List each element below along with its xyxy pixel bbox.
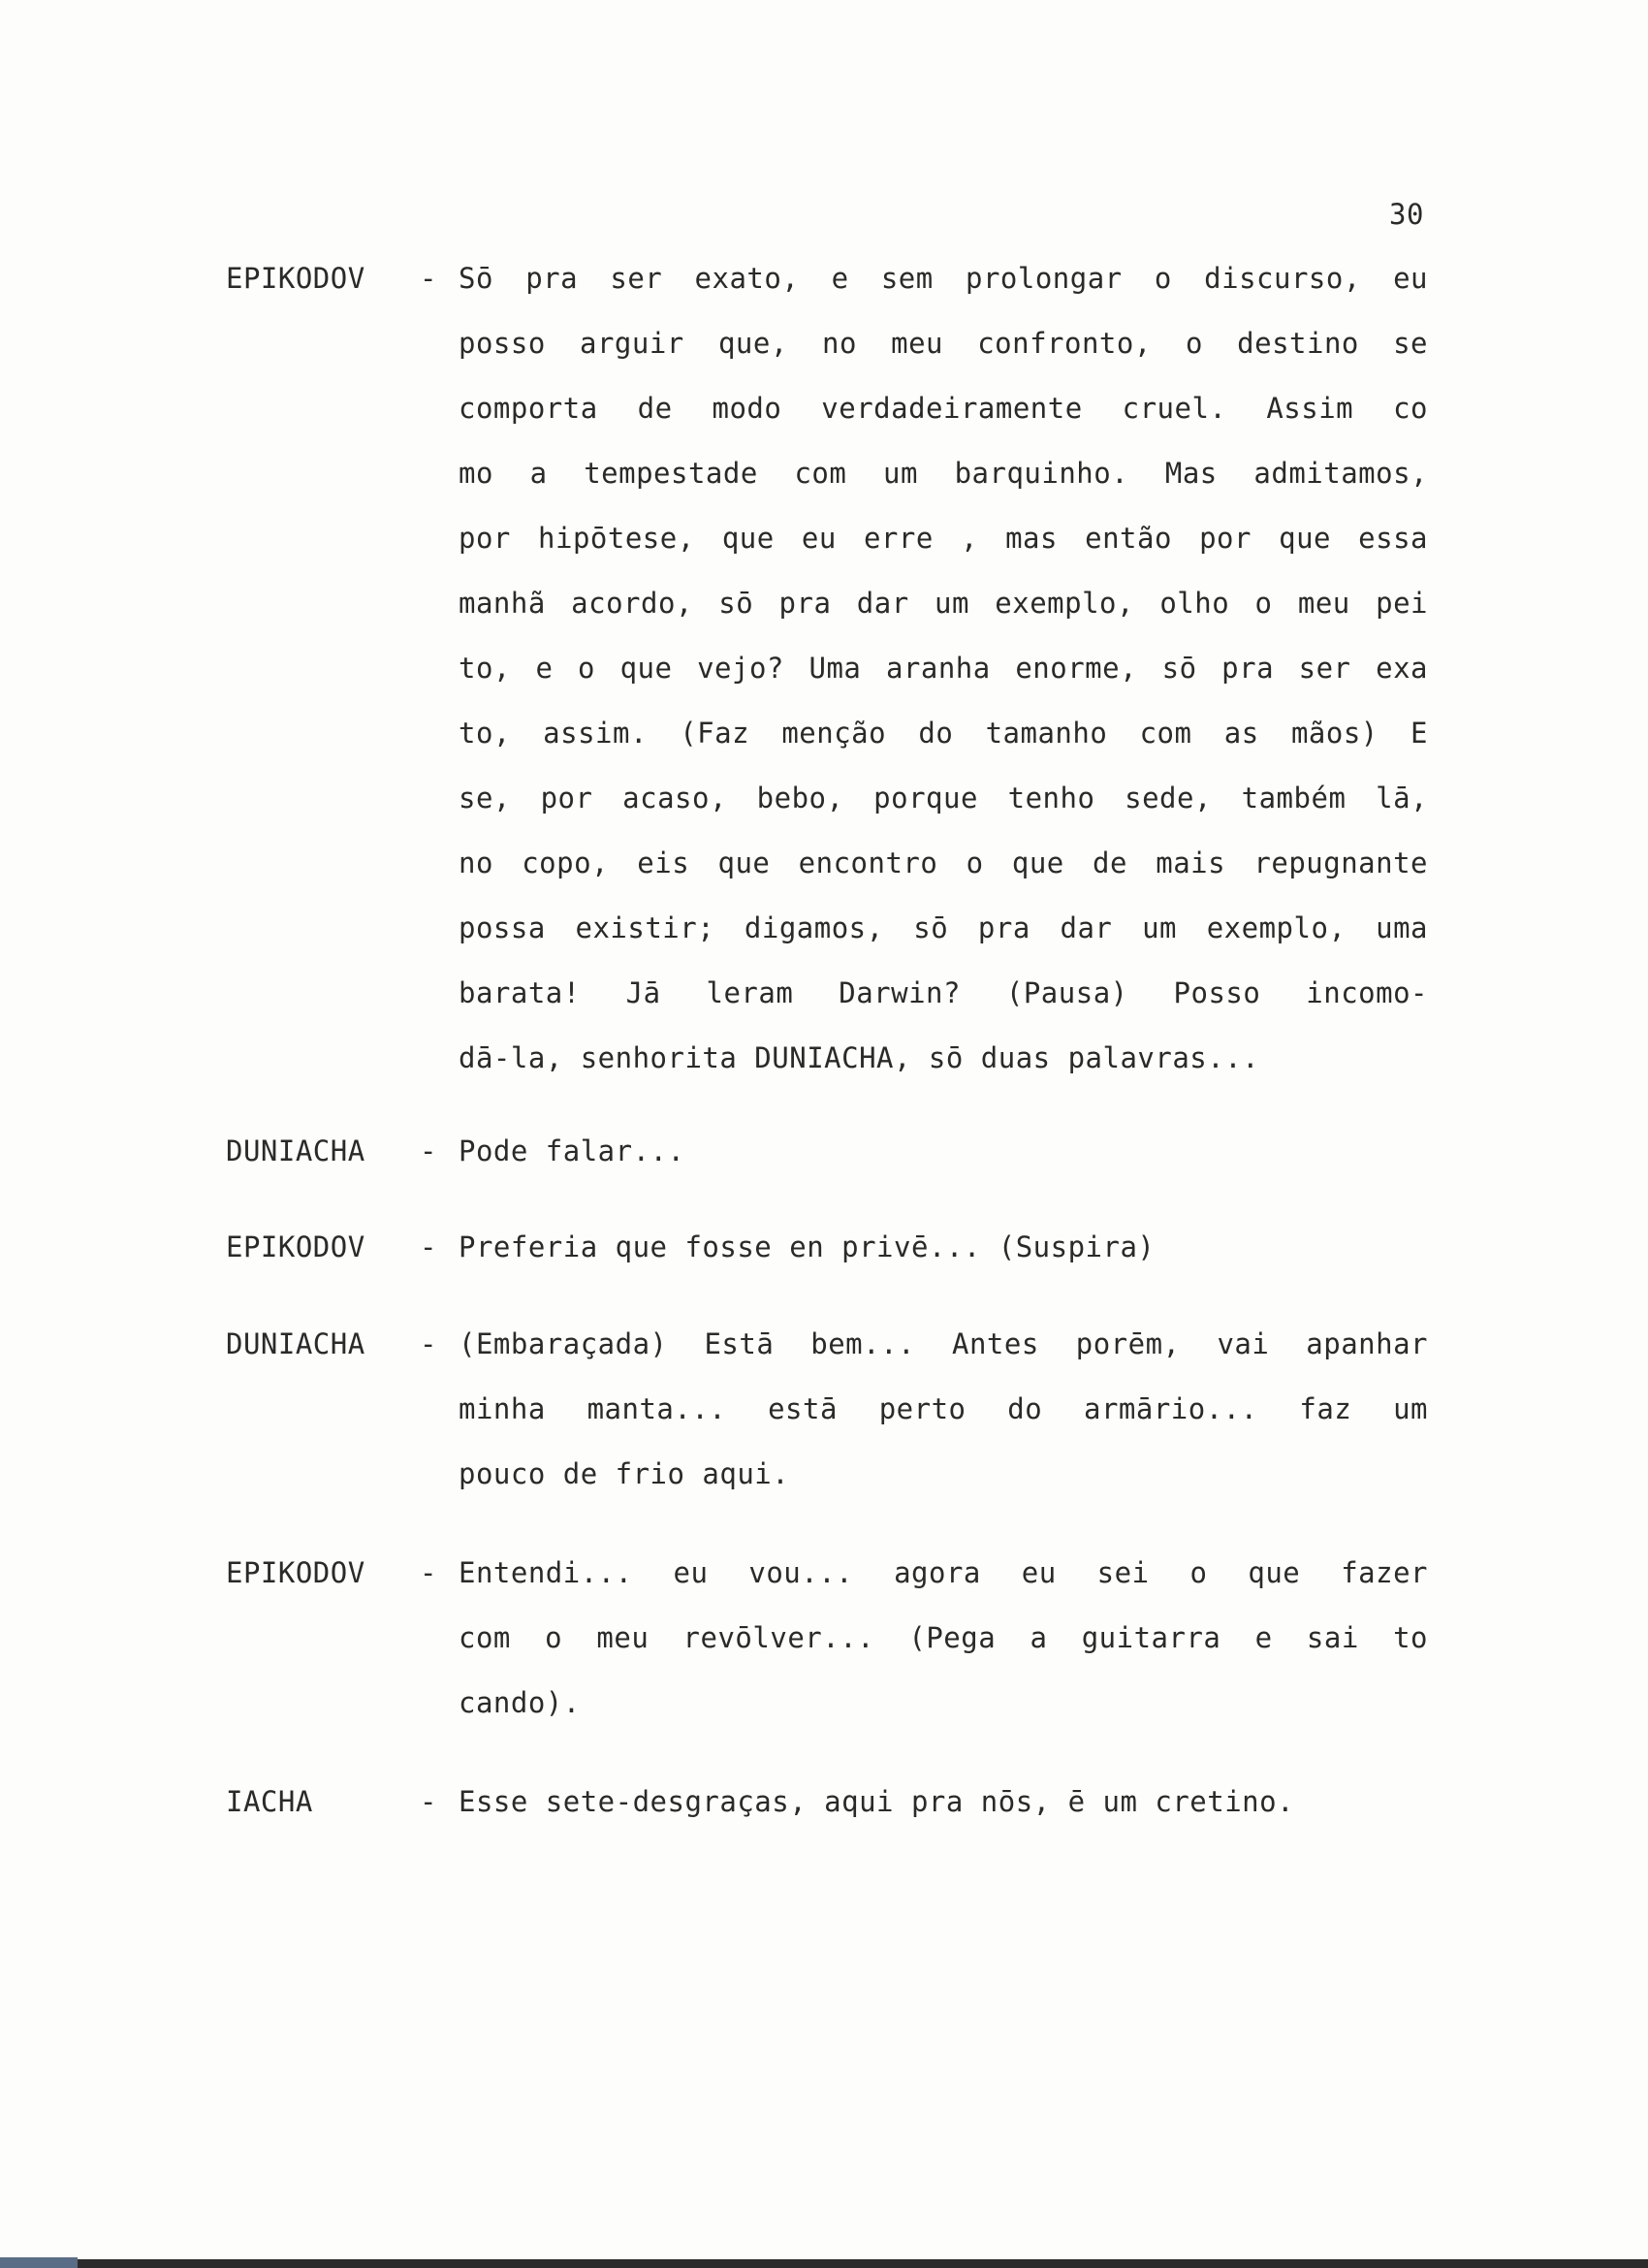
speech-line: por hipōtese, que eu erre , mas então por que essa bbox=[459, 522, 1428, 555]
speech-line: (Embaraçada) Estā bem... Antes porēm, vai apanhar bbox=[459, 1327, 1428, 1360]
speech-line: comporta de modo verdadeiramente cruel. Assim co bbox=[459, 392, 1428, 425]
speech-line: se, por acaso, bebo, porque tenho sede, também lā, bbox=[459, 782, 1428, 815]
speech-line: cando). bbox=[459, 1686, 581, 1719]
speaker-dash: - bbox=[420, 1556, 437, 1589]
speech-line: barata! Jā leram Darwin? (Pausa) Posso incomo- bbox=[459, 976, 1428, 1009]
speech-line: com o meu revōlver... (Pega a guitarra e sai to bbox=[459, 1621, 1428, 1654]
speech-text bbox=[459, 1134, 1428, 1199]
speech-line: dā-la, senhorita DUNIACHA, sō duas palavras... bbox=[459, 1041, 1260, 1074]
speech-line: Esse sete-desgraças, aqui pra nōs, ē um cretino. bbox=[459, 1785, 1295, 1818]
scanner-bottom-edge bbox=[0, 2259, 1648, 2268]
speaker-dash: - bbox=[420, 262, 437, 295]
speaker-name: EPIKODOV bbox=[226, 262, 365, 295]
speech-line: posso arguir que, no meu confronto, o destino se bbox=[459, 327, 1428, 360]
speech-line: minha manta... estā perto do armārio... faz um bbox=[459, 1392, 1428, 1425]
speech-line: Sō pra ser exato, e sem prolongar o discurso, eu bbox=[459, 262, 1428, 295]
speaker-dash: - bbox=[420, 1230, 437, 1263]
speaker-dash: - bbox=[420, 1327, 437, 1360]
speech-line: to, e o que vejo? Uma aranha enorme, sō pra ser exa bbox=[459, 652, 1428, 685]
speech-line: no copo, eis que encontro o que de mais repugnante bbox=[459, 847, 1428, 879]
speech-line: mo a tempestade com um barquinho. Mas admitamos, bbox=[459, 457, 1428, 490]
speech-text bbox=[459, 1230, 1428, 1295]
speech-line: possa existir; digamos, sō pra dar um exemplo, uma bbox=[459, 911, 1428, 944]
speaker-name: IACHA bbox=[226, 1785, 313, 1818]
speaker-name: DUNIACHA bbox=[226, 1134, 365, 1167]
speaker-dash: - bbox=[420, 1134, 437, 1167]
speech-text bbox=[459, 1556, 1428, 1751]
speaker-name: DUNIACHA bbox=[226, 1327, 365, 1360]
speech-line: Pode falar... bbox=[459, 1134, 685, 1167]
speech-line: Preferia que fosse en privē... (Suspira) bbox=[459, 1230, 1156, 1263]
scanner-bottom-edge-tab bbox=[0, 2257, 78, 2268]
speech-line: to, assim. (Faz menção do tamanho com as mãos) E bbox=[459, 717, 1428, 750]
speaker-dash: - bbox=[420, 1785, 437, 1818]
page-number: 30 bbox=[1389, 198, 1424, 231]
speech-text bbox=[459, 262, 1428, 1106]
speaker-name: EPIKODOV bbox=[226, 1230, 365, 1263]
speaker-name: EPIKODOV bbox=[226, 1556, 365, 1589]
speech-line: Entendi... eu vou... agora eu sei o que fazer bbox=[459, 1556, 1428, 1589]
speech-line: pouco de frio aqui. bbox=[459, 1457, 790, 1490]
speech-text bbox=[459, 1785, 1428, 1850]
speech-text bbox=[459, 1327, 1428, 1522]
speech-line: manhã acordo, sō pra dar um exemplo, olho o meu pei bbox=[459, 587, 1428, 620]
